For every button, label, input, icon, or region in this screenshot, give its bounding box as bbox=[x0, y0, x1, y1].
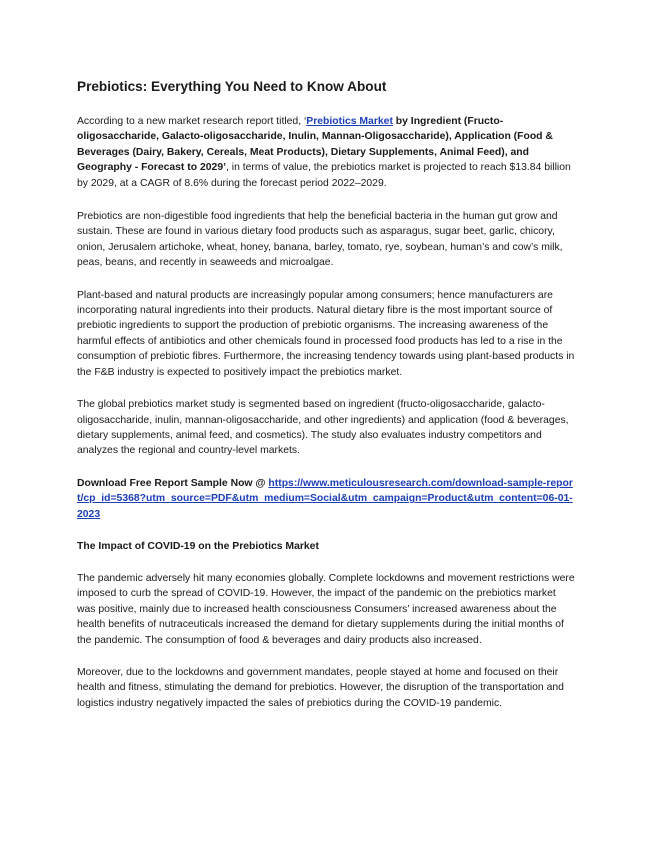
report-title-text: by Ingredient (Fructo-oligosaccharide, Galacto-oligosaccharide, Inulin, Mannan-Oligosaccharide), Application (Food & Beverages (Dairy, Bakery, Cereals, Meat Products), Dietary Supplements, Animal Feed), and Geography - Forecast to 2029’ bbox=[77, 116, 553, 174]
covid-section-heading: The Impact of COVID-19 on the Prebiotics Market bbox=[77, 540, 319, 552]
paragraph-plant-based: Plant-based and natural products are increasingly popular among consumers; hence manufacturers are incorporating natural ingredients into their products. Natural dietary fibre is the most important source of prebiotic ingredients to support the production of prebiotic organisms. The increasing awareness of the harmful effects of antibiotics and other chemicals found in processed food products has led to a rise in the consumption of prebiotic fibres. Furthermore, the increasing tendency towards using plant-based products in the F&B industry is expected to positively impact the prebiotics market. bbox=[77, 289, 575, 378]
paragraph-segmentation: The global prebiotics market study is segmented based on ingredient (fructo-oligosaccharide, galacto-oligosaccharide, inulin, mannan-oligosaccharide, and other ingredients) and application (food & beverages, dietary supplements, animal feed, and cosmetics). The study also evaluates industry competitors and analyzes the regional and country-level markets. bbox=[77, 399, 569, 457]
prebiotics-market-link[interactable]: Prebiotics Market bbox=[306, 116, 393, 127]
page-title: Prebiotics: Everything You Need to Know About bbox=[77, 79, 387, 94]
paragraph-definition: Prebiotics are non-digestible food ingredients that help the beneficial bacteria in the human gut grow and sustain. These are found in various dietary food products such as asparagus, sugar beet, garlic, chicory, onion, Jerusalem artichoke, wheat, honey, banana, barley, tomato, rye, soybean, human’s and cow’s milk, peas, beans, and recently in seaweeds and microalgae. bbox=[77, 211, 563, 269]
intro-pre-text: According to a new market research report titled, ‘ bbox=[77, 116, 307, 127]
download-sample-link[interactable]: https://www.meticulousresearch.com/download-sample-report/cp_id=5368?utm_source=PDF&utm_medium=Social&utm_campaign=Product&utm_content=06-01-2023 bbox=[77, 477, 573, 520]
intro-post-text: , in terms of value, the prebiotics market is projected to reach $13.84 billion by 2029, at a CAGR of 8.6% during the forecast period 2022–2029. bbox=[77, 162, 571, 189]
download-label: Download Free Report Sample Now @ bbox=[77, 477, 269, 489]
paragraph-pandemic-impact: The pandemic adversely hit many economies globally. Complete lockdowns and movement restrictions were imposed to curb the spread of COVID-19. However, the impact of the pandemic on the prebiotics market was positive, mainly due to increased health consciousness Consumers’ increased awareness about the health benefits of nutraceuticals increased the demand for dietary supplements during the initial months of the pandemic. The consumption of food & beverages and dairy products also increased. bbox=[77, 572, 575, 646]
download-paragraph bbox=[77, 476, 577, 522]
document-body bbox=[77, 78, 577, 711]
intro-paragraph bbox=[77, 114, 577, 191]
paragraph-lockdowns: Moreover, due to the lockdowns and government mandates, people stayed at home and focused on their health and fitness, stimulating the demand for prebiotics. However, the disruption of the transportation and logistics industry negatively impacted the sales of prebiotics during the COVID-19 pandemic. bbox=[77, 666, 564, 709]
